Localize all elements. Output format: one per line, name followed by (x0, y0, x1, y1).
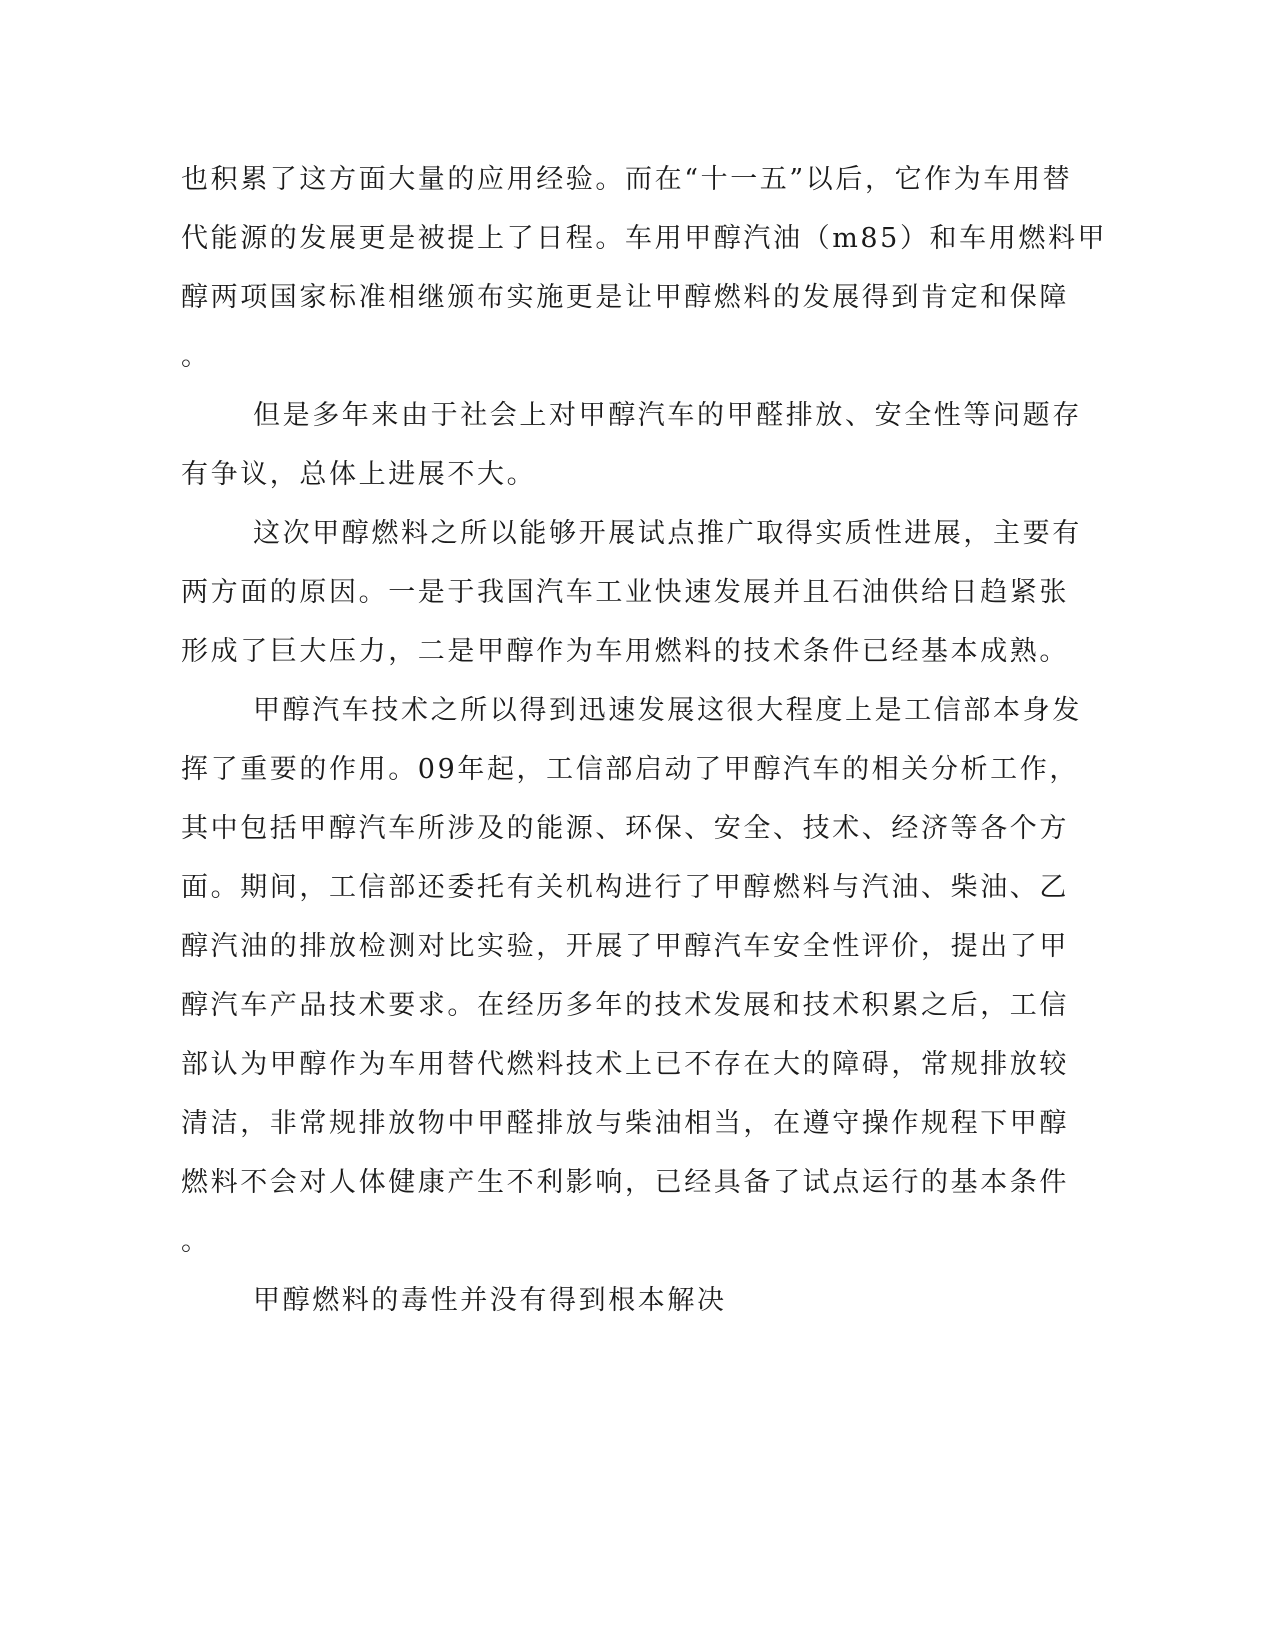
text-line: 。 (181, 1226, 211, 1257)
text-line: 醇汽车产品技术要求。在经历多年的技术发展和技术积累之后，工信 (181, 990, 1069, 1021)
paragraph-first-line: 这次甲醇燃料之所以能够开展试点推广取得实质性进展，主要有 (253, 518, 1082, 549)
text-line: 有争议，总体上进展不大。 (181, 459, 537, 490)
text-line: 。 (181, 341, 211, 372)
text-line: 醇两项国家标准相继颁布实施更是让甲醇燃料的发展得到肯定和保障 (181, 282, 1069, 313)
text-line: 代能源的发展更是被提上了日程。车用甲醇汽油（m85）和车用燃料甲 (181, 223, 1108, 254)
text-line: 两方面的原因。一是于我国汽车工业快速发展并且石油供给日趋紧张 (181, 577, 1069, 608)
paragraph-first-line: 甲醇燃料的毒性并没有得到根本解决 (253, 1285, 727, 1316)
text-line: 也积累了这方面大量的应用经验。而在“十一五”以后，它作为车用替 (181, 164, 1073, 195)
text-line: 形成了巨大压力，二是甲醇作为车用燃料的技术条件已经基本成熟。 (181, 636, 1069, 667)
text-line: 清洁，非常规排放物中甲醛排放与柴油相当，在遵守操作规程下甲醇 (181, 1108, 1069, 1139)
paragraph-first-line: 但是多年来由于社会上对甲醇汽车的甲醛排放、安全性等问题存 (253, 400, 1082, 431)
text-line: 其中包括甲醇汽车所涉及的能源、环保、安全、技术、经济等各个方 (181, 813, 1069, 844)
paragraph-first-line: 甲醇汽车技术之所以得到迅速发展这很大程度上是工信部本身发 (253, 695, 1082, 726)
text-line: 部认为甲醇作为车用替代燃料技术上已不存在大的障碍，常规排放较 (181, 1049, 1069, 1080)
text-line: 燃料不会对人体健康产生不利影响，已经具备了试点运行的基本条件 (181, 1167, 1069, 1198)
text-line: 醇汽油的排放检测对比实验，开展了甲醇汽车安全性评价，提出了甲 (181, 931, 1069, 962)
text-line: 挥了重要的作用。09年起，工信部启动了甲醇汽车的相关分析工作， (181, 754, 1079, 785)
text-line: 面。期间，工信部还委托有关机构进行了甲醇燃料与汽油、柴油、乙 (181, 872, 1069, 903)
